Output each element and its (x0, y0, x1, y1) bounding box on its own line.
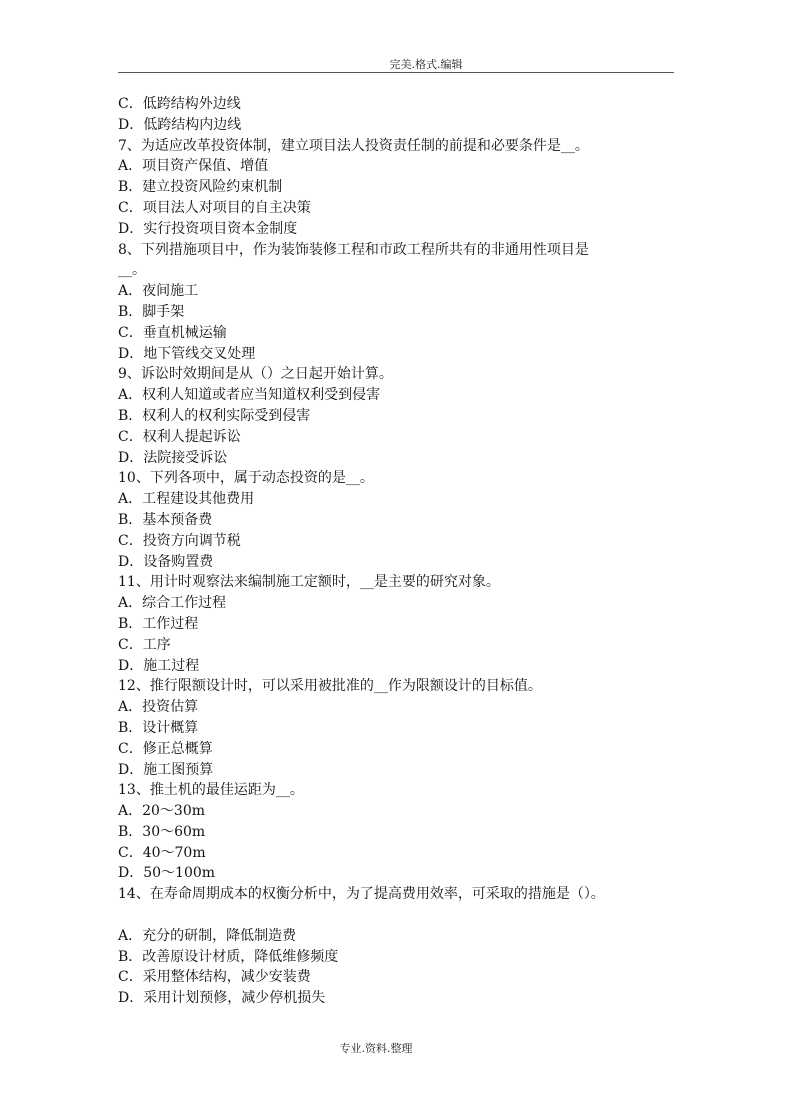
option-b: B．基本预备费 (118, 511, 213, 528)
header-divider (118, 72, 674, 73)
page-footer: 专业.资料.整理 (339, 1042, 413, 1055)
option-b: B．权利人的权利实际受到侵害 (118, 407, 311, 424)
option-b: B．设计概算 (118, 719, 199, 736)
option-a: A．权利人知道或者应当知道权利受到侵害 (118, 387, 381, 404)
option-d: D．低跨结构内边线 (118, 116, 242, 133)
option-c: C．权利人提起诉讼 (118, 428, 241, 445)
option-b: B．脚手架 (118, 303, 185, 320)
option-c: C．低跨结构外边线 (118, 96, 241, 112)
question-8-blank: __。 (118, 262, 146, 279)
option-c: C．垂直机械运输 (118, 324, 227, 341)
question-8: 8、下列措施项目中，作为装饰装修工程和市政工程所共有的非通用性项目是 (118, 241, 589, 258)
question-7: 7、为适应改革投资体制，建立项目法人投资责任制的前提和必要条件是__。 (118, 137, 589, 154)
question-12: 12、推行限额设计时，可以采用被批准的__作为限额设计的目标值。 (118, 678, 542, 695)
option-a: A．充分的研制，降低制造费 (118, 927, 297, 944)
option-a: A．夜间施工 (118, 283, 199, 300)
option-d: D．施工过程 (118, 657, 200, 674)
option-a: A．20～30m (118, 803, 206, 820)
option-c: C．工序 (118, 636, 171, 653)
option-b: B．30～60m (118, 823, 206, 840)
option-c: C．修正总概算 (118, 740, 213, 757)
question-11: 11、用计时观察法来编制施工定额时，__是主要的研究对象。 (118, 574, 500, 591)
option-b: B．改善原设计材质，降低维修频度 (118, 948, 339, 965)
option-c: C．采用整体结构，减少安装费 (118, 969, 311, 986)
option-d: D．设备购置费 (118, 553, 214, 570)
option-d: D．50～100m (118, 865, 216, 882)
question-13: 13、推土机的最佳运距为__。 (118, 782, 304, 799)
option-a: A．综合工作过程 (118, 595, 227, 612)
option-c: C．40～70m (118, 844, 206, 861)
option-d: D．施工图预算 (118, 761, 214, 778)
blank-line (118, 905, 688, 926)
option-b: B．建立投资风险约束机制 (118, 179, 283, 196)
option-d: D．法院接受诉讼 (118, 449, 228, 466)
option-a: A．工程建设其他费用 (118, 491, 255, 508)
option-d: D．采用计划预修，减少停机损失 (118, 990, 326, 1007)
option-c: C．项目法人对项目的自主决策 (118, 199, 311, 216)
document-body (118, 94, 688, 1009)
question-14: 14、在寿命周期成本的权衡分析中，为了提高费用效率，可采取的措施是（）。 (118, 886, 605, 903)
option-d: D．实行投资项目资本金制度 (118, 220, 298, 237)
page-header: 完美.格式.编辑 (389, 58, 463, 71)
option-d: D．地下管线交叉处理 (118, 345, 256, 362)
option-a: A．项目资产保值、增值 (118, 158, 269, 175)
option-c: C．投资方向调节税 (118, 532, 241, 549)
question-10: 10、下列各项中，属于动态投资的是__。 (118, 470, 374, 487)
option-b: B．工作过程 (118, 615, 199, 632)
option-a: A．投资估算 (118, 699, 199, 716)
question-9: 9、诉讼时效期间是从（）之日起开始计算。 (118, 366, 393, 383)
